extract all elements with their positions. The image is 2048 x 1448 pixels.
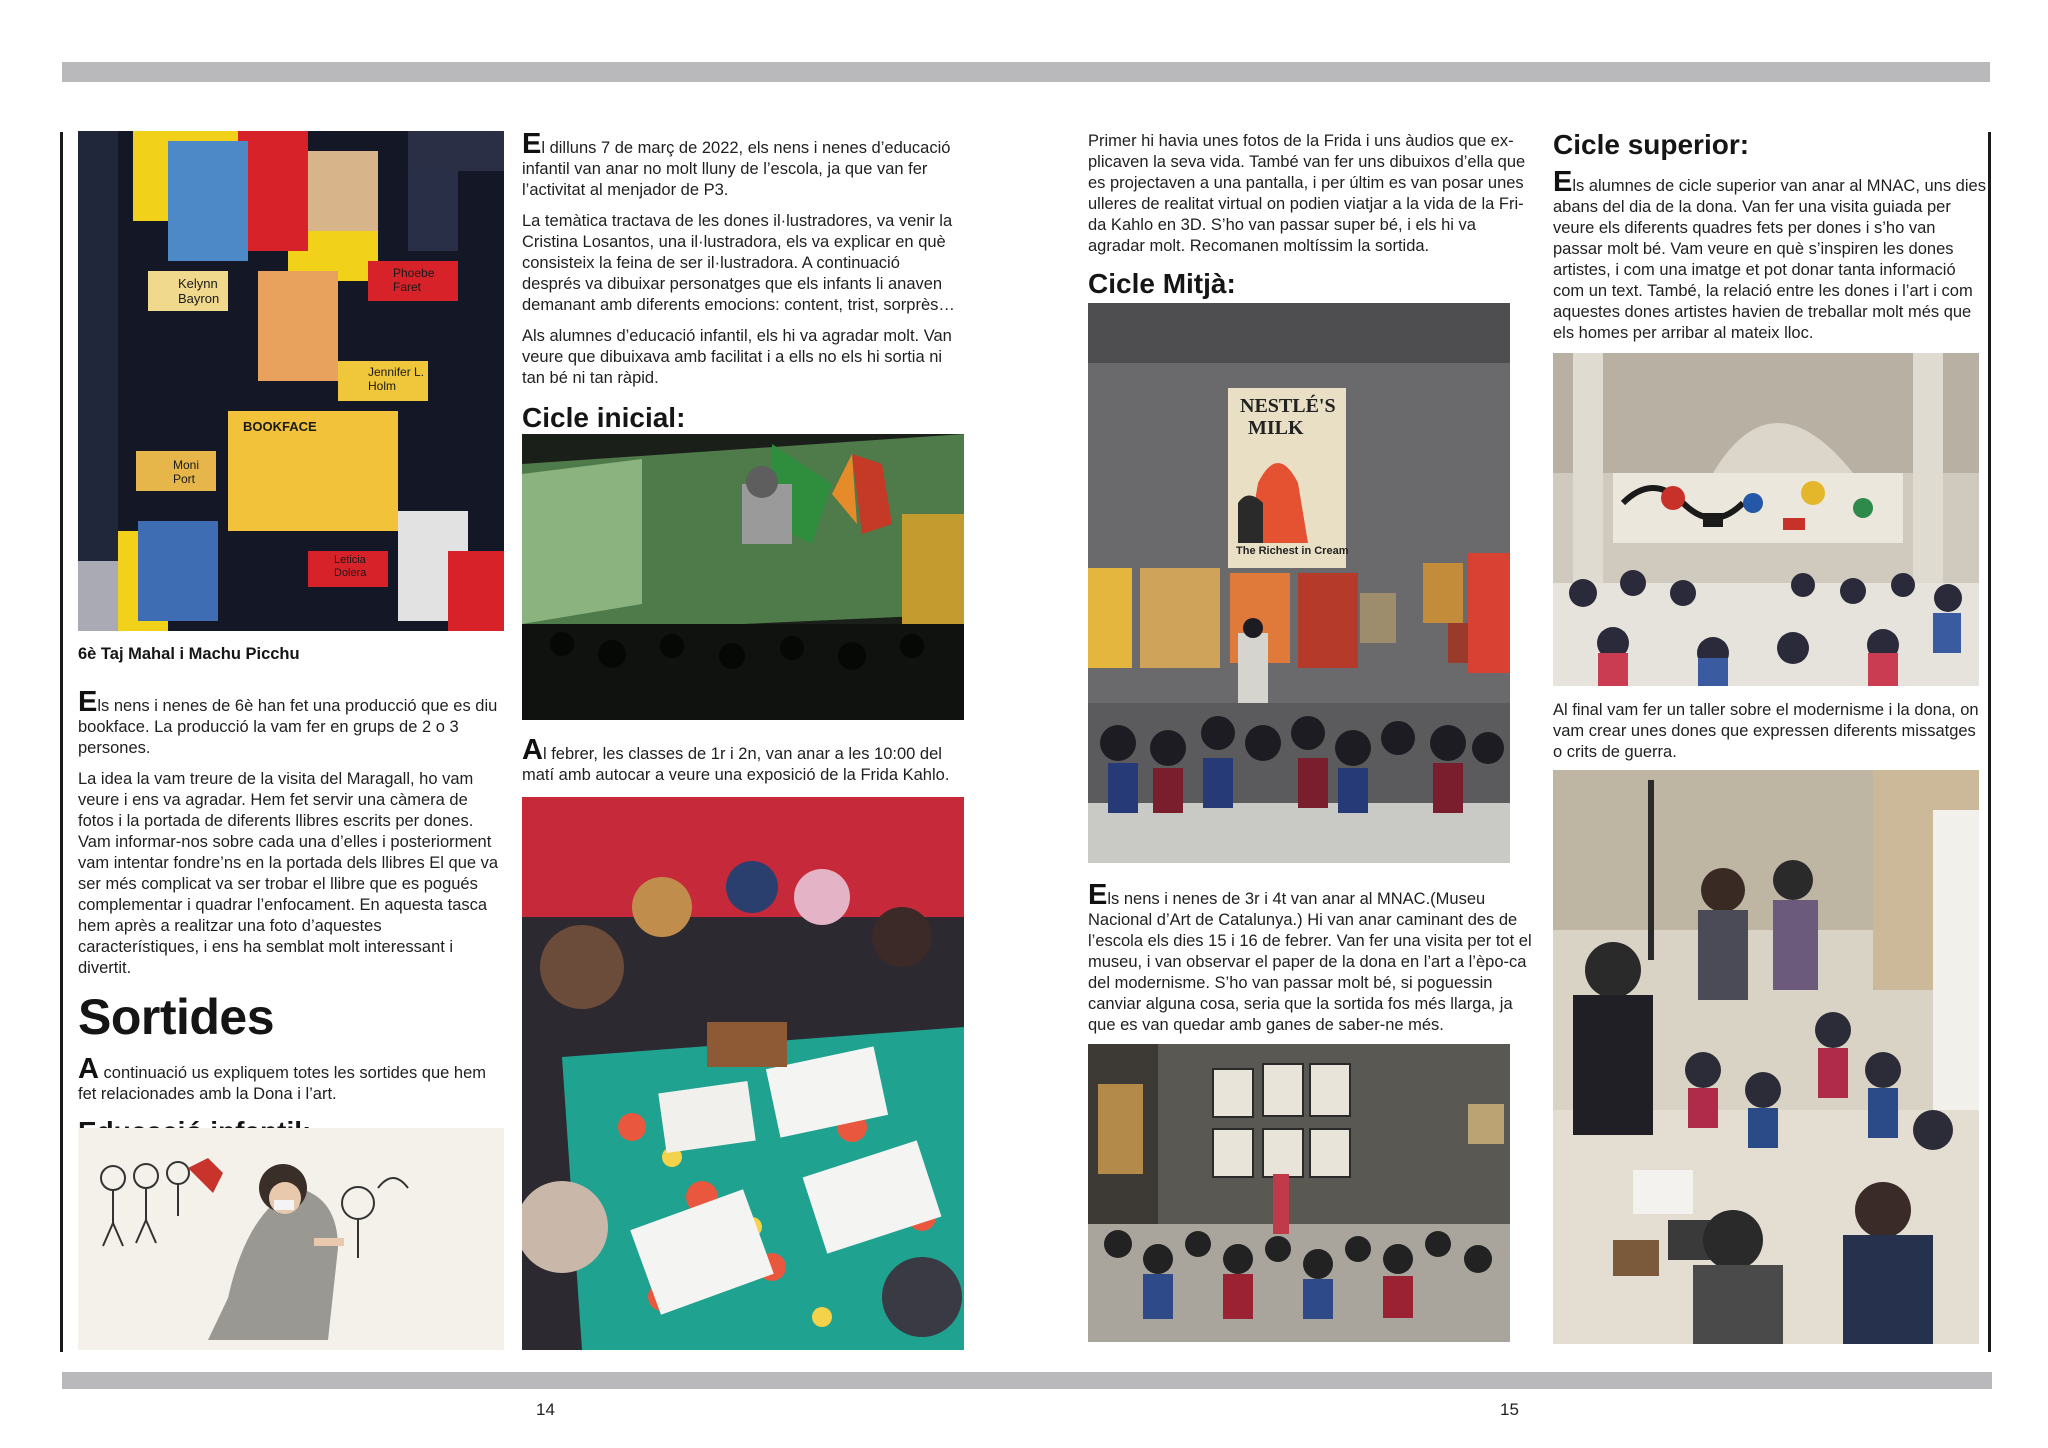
left-page-rule xyxy=(60,132,63,1352)
sortides-heading: Sortides xyxy=(78,989,275,1045)
middle-column-top xyxy=(522,128,962,435)
inicial-paragraph: Al febrer, les classes de 1r i 2n, van anar a les 10:00 del matí amb autocar a veure una exposició de la Frida Kahlo. xyxy=(522,734,950,784)
bookface-label-4: BOOKFACE xyxy=(243,419,317,434)
bookface-label-6: Leticia Dolera xyxy=(334,554,367,579)
right-column-top xyxy=(1553,128,1987,354)
poster-tagline: The Richest in Cream xyxy=(1236,545,1349,557)
bookface-caption: 6è Taj Mahal i Machu Picchu xyxy=(78,645,300,663)
bookface-label-2: Phoebe Faret xyxy=(393,266,435,294)
illustrator-photo xyxy=(78,1128,504,1350)
sortides-paragraph: A continuació us expliquem totes les sortides que hem fet relacionades amb la Dona i l’art. xyxy=(78,1053,487,1103)
bookface-label-3: Jennifer L. Holm xyxy=(368,365,425,393)
workshop-photo xyxy=(1553,770,1979,1344)
bookface-label-5: Moni Port xyxy=(173,458,200,486)
left-column xyxy=(78,644,506,1149)
dropcap: A xyxy=(78,1053,99,1085)
page-number-right: 15 xyxy=(1500,1400,1519,1419)
bottom-bar xyxy=(62,1372,1992,1389)
infantil-paragraph-1: El dilluns 7 de març de 2022, els nens i nenes d’educació infantil van anar no molt lluny de l’escola, ja que van fer l’activitat al menjador de P3. xyxy=(522,128,951,199)
inicial-heading: Cicle inicial: xyxy=(522,402,686,433)
poster-title: NESTLÉ'S xyxy=(1240,395,1336,417)
gallery-photo xyxy=(1088,1044,1510,1342)
infantil-paragraph-3: Als alumnes d’educació infantil, els hi va agradar molt. Van veure que dibuixava amb facilitat i a ells no els hi sortia ni tan bé ni tan ràpid. xyxy=(522,327,952,387)
mitja-paragraph: Els nens i nenes de 3r i 4t van anar al MNAC.(Museu Nacional d’Art de Catalunya.) Hi van anar caminant des de l’escola els dies 15 i 16 de febrer. Van fer una visita per tot el museu, i van observar el paper de la dona en l’art a l’èpo-ca del modernisme. S’ho van passar molt bé, si poguessin canviar alguna cosa, seria que la sortida fos més llarga, ja que es van quedar amb ganes de saber-ne més. xyxy=(1088,879,1532,1034)
poster-subtitle: MILK xyxy=(1248,417,1304,439)
drawing-table-photo xyxy=(522,797,964,1350)
miro-hall-photo xyxy=(1553,353,1979,686)
dropcap: E xyxy=(1088,879,1108,911)
dropcap: E xyxy=(78,686,98,718)
mitja-text xyxy=(1088,879,1536,1046)
mnac-posters-photo xyxy=(1088,303,1510,863)
superior-paragraph: Els alumnes de cicle superior van anar al MNAC, uns dies abans del dia de la dona. Van fer una visita guiada per veure els diferents quadres fets per dones i s’ho van passar molt bé. Vam veure en què s’inspiren les dones artistes, i com una imatge et pot donar tanta informació com un text. També, la relació entre les dones i l’art i com aquestes dones artistes havien de treballar molt més que els homes per arribar al mateix lloc. xyxy=(1553,166,1986,342)
dropcap: E xyxy=(522,128,542,160)
mitja-heading: Cicle Mitjà: xyxy=(1088,268,1236,299)
bookface-paragraph-2: La idea la vam treure de la visita del Maragall, ho vam veure i ens va agradar. Hem fet servir una càmera de fotos i la portada de diferents llibres escrits per dones. Vam informar-nos sobre cada una d’elles i posteriorment vam intentar fondre’ns en la portada dels llibres El que va ser més complicat va ser trobar el llibre que es pogués complementar i quadrar l’enfocament. En aquesta tasca hem après a realitzar una foto d’aquestes característiques, i ens ha semblat molt interessant i divertit. xyxy=(78,770,499,977)
dropcap: A xyxy=(522,734,543,766)
right-middle-column xyxy=(1088,131,1534,301)
frida-exhibition-photo xyxy=(522,434,964,720)
inicial-text xyxy=(522,734,964,796)
bookface-label-1: Kelynn Bayron xyxy=(178,276,220,306)
right-column-mid xyxy=(1553,700,1987,773)
dropcap: E xyxy=(1553,166,1573,198)
bookface-paragraph-1: Els nens i nenes de 6è han fet una producció que es diu bookface. La producció la vam fer en grups de 2 o 3 persones. xyxy=(78,686,498,757)
frida-paragraph: Primer hi havia unes fotos de la Frida i uns àudios que ex-plicaven la seva vida. També van fer uns dibuixos d’ella que es projectaven a una pantalla, i per últim es van posar unes ulleres de realitat virtual on podien viatjar a la vida de la Fri-da Kahlo en 3D. S’ho van passar super bé, i els hi va agradar molt. Recomanen moltíssim la sortida. xyxy=(1088,132,1526,255)
page-number-left: 14 xyxy=(536,1400,555,1419)
right-page-rule xyxy=(1988,132,1991,1352)
superior-paragraph-2: Al final vam fer un taller sobre el modernisme i la dona, on vam crear unes dones que expressen diferents missatges o crits de guerra. xyxy=(1553,701,1979,761)
bookface-photo xyxy=(78,131,504,631)
top-bar xyxy=(62,62,1990,82)
infantil-paragraph-2: La temàtica tractava de les dones il·lustradores, va venir la Cristina Losantos, una il·lustradora, els va explicar en què consisteix la feina de ser il·lustradora. A continuació després va dibuixar personatges que els infants li anaven demanant amb diferents emocions: content, trist, sorprès… xyxy=(522,212,955,314)
superior-heading: Cicle superior: xyxy=(1553,129,1750,160)
